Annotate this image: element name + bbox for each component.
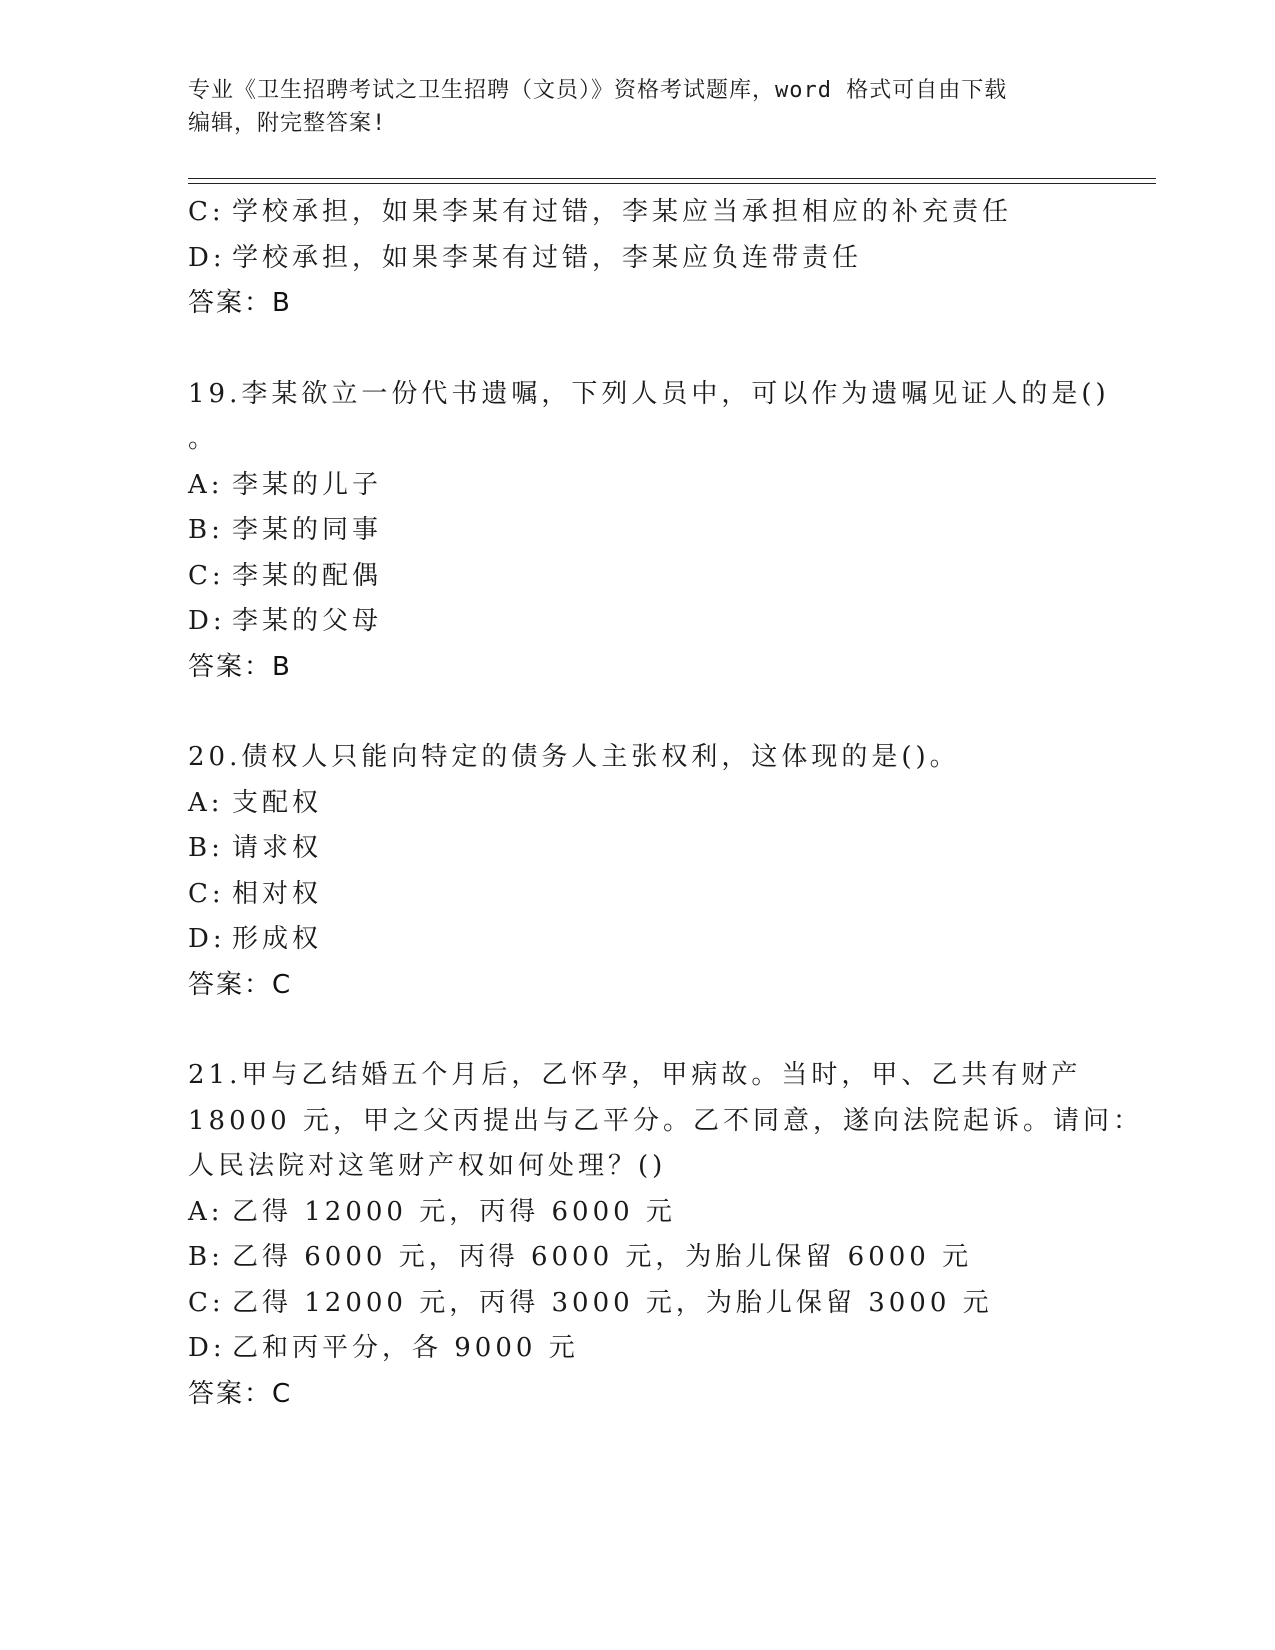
question-content [188, 190, 1168, 1417]
question-block-20 [188, 735, 1168, 1008]
question-stem: 。 [188, 424, 219, 454]
option-letter: C: [188, 197, 225, 227]
option-row [188, 1281, 1168, 1327]
question-stem: 20.债权人只能向特定的债务人主张权利，这体现的是()。 [188, 742, 960, 772]
spacer [188, 327, 1168, 372]
question-block-19 [188, 372, 1168, 691]
option-row [188, 190, 1168, 236]
option-text: 形成权 [232, 924, 323, 954]
header-divider-bottom [188, 183, 1156, 184]
option-letter: A: [188, 469, 224, 500]
question-stem: 19.李某欲立一份代书遗嘱，下列人员中，可以作为遗嘱见证人的是() [188, 378, 1110, 409]
question-block-21 [188, 1053, 1168, 1417]
option-text: 请求权 [232, 833, 323, 863]
option-row [188, 872, 1168, 918]
option-letter: C: [188, 560, 225, 591]
option-row [188, 236, 1168, 282]
option-text: 学校承担，如果李某有过错，李某应当承担相应的补充责任 [232, 197, 1013, 227]
header-divider-top [188, 178, 1156, 179]
option-letter: A: [188, 787, 224, 818]
option-letter: B: [188, 1242, 224, 1272]
option-letter: D: [188, 606, 226, 636]
option-row [188, 826, 1168, 872]
answer-line: 答案：B [188, 288, 292, 318]
option-text: 李某的父母 [232, 606, 383, 636]
option-letter: C: [188, 878, 225, 909]
option-letter: D: [188, 924, 226, 954]
answer-line: 答案：C [188, 969, 293, 1000]
answer-line: 答案：B [188, 651, 292, 682]
option-letter: A: [188, 1196, 224, 1227]
header-line-1: 专业《卫生招聘考试之卫生招聘（文员）》资格考试题库，word 格式可自由下载 [188, 78, 1008, 103]
option-text: 乙得 6000 元，丙得 6000 元，为胎儿保留 6000 元 [232, 1242, 973, 1272]
option-text: 乙得 12000 元，丙得 6000 元 [232, 1196, 676, 1227]
option-row [188, 1190, 1168, 1236]
option-letter: C: [188, 1287, 225, 1318]
option-text: 乙得 12000 元，丙得 3000 元，为胎儿保留 3000 元 [232, 1287, 993, 1318]
option-row [188, 554, 1168, 600]
option-text: 相对权 [232, 878, 323, 909]
option-letter: B: [188, 515, 224, 545]
option-row [188, 781, 1168, 827]
option-row [188, 917, 1168, 963]
option-row [188, 599, 1168, 645]
option-letter: B: [188, 833, 224, 863]
spacer [188, 690, 1168, 735]
option-row [188, 1235, 1168, 1281]
option-row [188, 1326, 1168, 1372]
option-row [188, 508, 1168, 554]
option-letter: D: [188, 1333, 226, 1363]
option-text: 李某的配偶 [232, 560, 383, 591]
option-text: 李某的儿子 [232, 469, 383, 500]
document-header [188, 74, 1108, 140]
question-stem: 21.甲与乙结婚五个月后，乙怀孕，甲病故。当时，甲、乙共有财产 [188, 1060, 1082, 1090]
option-row [188, 463, 1168, 509]
spacer [188, 1008, 1168, 1053]
header-line-2: 编辑，附完整答案! [188, 111, 387, 136]
prev-question-block [188, 190, 1168, 327]
question-stem: 人民法院对这笔财产权如何处理？() [188, 1151, 667, 1181]
option-text: 支配权 [232, 787, 323, 818]
question-stem: 18000 元，甲之父丙提出与乙平分。乙不同意，遂向法院起诉。请问： [188, 1105, 1143, 1136]
option-text: 乙和丙平分，各 9000 元 [232, 1333, 579, 1363]
answer-line: 答案：C [188, 1378, 293, 1409]
option-text: 学校承担，如果李某有过错，李某应负连带责任 [232, 242, 863, 273]
option-letter: D: [188, 242, 226, 273]
option-text: 李某的同事 [232, 515, 383, 545]
